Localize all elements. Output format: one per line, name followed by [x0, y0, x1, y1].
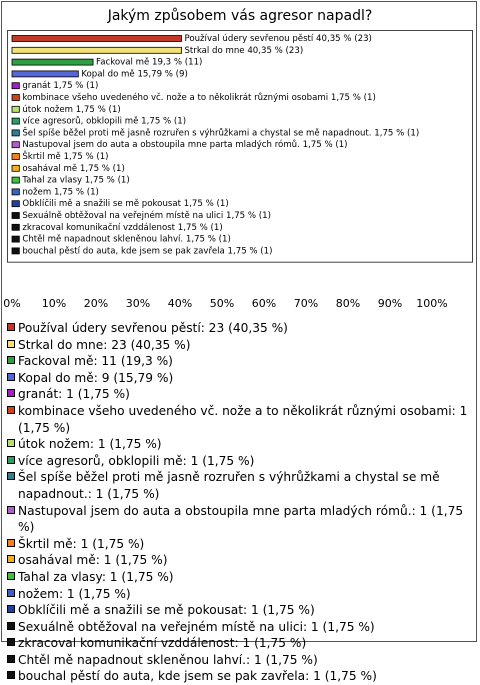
legend-item — [5, 337, 475, 354]
chart-legend — [5, 320, 475, 685]
bar-label-6: kombinace všeho uvedeného vč. nože a to několikrát různými osobami 1,75 % (1) — [22, 93, 376, 103]
bar-label-8: více agresorů, obklopili mě 1,75 % (1) — [22, 116, 187, 127]
bar-2 — [12, 47, 181, 53]
legend-item — [5, 386, 475, 403]
bar-label-9: Šel spíše běžel proti mě jasně rozruřen s výhrůžkami a chystal se mě napadnout. 1,75 % (1) — [22, 128, 420, 139]
chart-title: Jakým způsobem vás agresor napadl? — [107, 8, 373, 24]
legend-item — [5, 320, 475, 337]
legend-label: granát: 1 (1,75 %) — [18, 387, 130, 402]
legend-item — [5, 536, 475, 553]
legend-swatch — [7, 340, 15, 348]
bar-label-11: Škrtil mě 1,75 % (1) — [22, 152, 109, 162]
x-tick-label: 60% — [251, 297, 277, 310]
legend-label: Škrtil mě: 1 (1,75 %) — [18, 536, 145, 551]
bar-label-17: zkracoval komunikační vzddálenost 1,75 % (1) — [22, 222, 223, 233]
x-tick-label: 10% — [41, 297, 67, 310]
legend-swatch — [7, 638, 15, 646]
bar-14 — [12, 189, 19, 195]
bar-13 — [12, 177, 19, 183]
legend-item — [5, 602, 475, 619]
bar-12 — [12, 165, 19, 171]
legend-label: Tahal za vlasy: 1 (1,75 %) — [18, 569, 174, 584]
legend-item — [5, 586, 475, 603]
bar-label-13: Tahal za vlasy 1,75 % (1) — [22, 175, 130, 186]
legend-label: nožem: 1 (1,75 %) — [18, 586, 131, 601]
legend-swatch — [7, 406, 15, 414]
legend-item — [5, 436, 475, 453]
legend-label: zkracoval komunikační vzddálenost: 1 (1,75 %) — [18, 636, 307, 651]
legend-label: útok nožem: 1 (1,75 %) — [18, 437, 162, 452]
legend-item — [5, 552, 475, 569]
legend-label: Nastupoval jsem do auta a obstoupila mne parta mladých rómů.: 1 (1,75 %) — [18, 503, 464, 535]
x-tick-label: 20% — [83, 297, 109, 310]
legend-swatch — [7, 323, 15, 331]
legend-swatch — [7, 555, 15, 563]
bar-label-12: osahával mě 1,75 % (1) — [22, 163, 125, 174]
x-tick-label: 90% — [377, 297, 403, 310]
bar-label-14: nožem 1,75 % (1) — [22, 187, 99, 198]
x-tick-label: 30% — [125, 297, 151, 310]
bar-1 — [12, 36, 181, 42]
x-tick-label: 70% — [293, 297, 319, 310]
legend-swatch — [7, 389, 15, 397]
legend-swatch — [7, 671, 15, 679]
legend-label: Používal údery sevřenou pěstí: 23 (40,35 %) — [18, 321, 288, 335]
bar-chart — [0, 0, 480, 320]
bar-label-1: Používal údery sevřenou pěstí 40,35 % (23) — [184, 34, 372, 44]
legend-label: bouchal pěstí do auta, kde jsem se pak zavřela: 1 (1,75 %) — [18, 669, 377, 684]
legend-item — [5, 668, 475, 685]
legend-label: kombinace všeho uvedeného vč. nože a to několikrát různými osobami: 1 (1,75 %) — [18, 403, 468, 435]
legend-item — [5, 652, 475, 669]
bar-label-3: Fackoval mě 19,3 % (11) — [96, 57, 203, 68]
bar-11 — [12, 154, 19, 160]
legend-label: více agresorů, obklopili mě: 1 (1,75 %) — [18, 453, 255, 468]
legend-item — [5, 370, 475, 387]
bar-5 — [12, 83, 19, 89]
x-tick-label: 0% — [3, 297, 21, 310]
bar-15 — [12, 201, 19, 207]
bar-label-7: útok nožem 1,75 % (1) — [22, 104, 121, 115]
bar-7 — [12, 106, 19, 112]
bar-label-18: Chtěl mě napadnout skleněnou lahví. 1,75 % (1) — [22, 234, 231, 245]
legend-item — [5, 469, 475, 502]
legend-item — [5, 619, 475, 636]
legend-item — [5, 353, 475, 370]
legend-label: Kopal do mě: 9 (15,79 %) — [18, 370, 174, 385]
legend-swatch — [7, 605, 15, 613]
bar-6 — [12, 95, 19, 101]
bar-label-5: granát 1,75 % (1) — [22, 81, 99, 92]
bar-label-10: Nastupoval jsem do auta a obstoupila mne parta mladých rómů. 1,75 % (1) — [22, 140, 348, 151]
legend-swatch — [7, 655, 15, 663]
x-tick-label: 50% — [209, 297, 235, 310]
legend-label: osahával mě: 1 (1,75 %) — [18, 553, 168, 568]
legend-label: Obklíčili mě a snažili se mě pokousat: 1 (1,75 %) — [18, 603, 315, 618]
bar-label-2: Strkal do mne 40,35 % (23) — [184, 45, 304, 56]
legend-item — [5, 569, 475, 586]
legend-swatch — [7, 356, 15, 364]
bar-19 — [12, 248, 19, 254]
bar-label-19: bouchal pěstí do auta, kde jsem se pak zavřela 1,75 % (1) — [22, 246, 273, 257]
bar-18 — [12, 236, 19, 242]
bar-9 — [12, 130, 19, 136]
legend-swatch — [7, 506, 15, 514]
legend-item — [5, 403, 475, 436]
x-tick-label: 100% — [416, 297, 448, 310]
bar-3 — [12, 59, 93, 65]
legend-swatch — [7, 456, 15, 464]
legend-label: Šel spíše běžel proti mě jasně rozruřen s výhrůžkami a chystal se mě napadnout.: 1 (1,75 %) — [18, 470, 440, 501]
bar-10 — [12, 142, 19, 148]
bar-8 — [12, 118, 19, 124]
bar-4 — [12, 71, 78, 77]
bar-label-15: Obklíčili mě a snažili se mě pokousat 1,75 % (1) — [22, 199, 229, 210]
bar-label-16: Sexuálně obtěžoval na veřejném místě na ulici 1,75 % (1) — [22, 211, 271, 221]
bar-16 — [12, 213, 19, 219]
legend-item — [5, 635, 475, 652]
x-tick-label: 80% — [335, 297, 361, 310]
legend-label: Strkal do mne: 23 (40,35 %) — [18, 337, 191, 352]
legend-swatch — [7, 572, 15, 580]
legend-label: Sexuálně obtěžoval na veřejném místě na ulici: 1 (1,75 %) — [18, 619, 375, 634]
legend-swatch — [7, 622, 15, 630]
legend-swatch — [7, 589, 15, 597]
legend-item — [5, 453, 475, 470]
bar-17 — [12, 224, 19, 230]
legend-swatch — [7, 472, 15, 480]
legend-swatch — [7, 439, 15, 447]
legend-label: Chtěl mě napadnout skleněnou lahví.: 1 (1,75 %) — [18, 652, 318, 667]
legend-swatch — [7, 539, 15, 547]
legend-label: Fackoval mě: 11 (19,3 %) — [18, 354, 173, 369]
x-tick-label: 40% — [167, 297, 193, 310]
legend-swatch — [7, 373, 15, 381]
bar-label-4: Kopal do mě 15,79 % (9) — [81, 69, 188, 80]
legend-item — [5, 503, 475, 536]
